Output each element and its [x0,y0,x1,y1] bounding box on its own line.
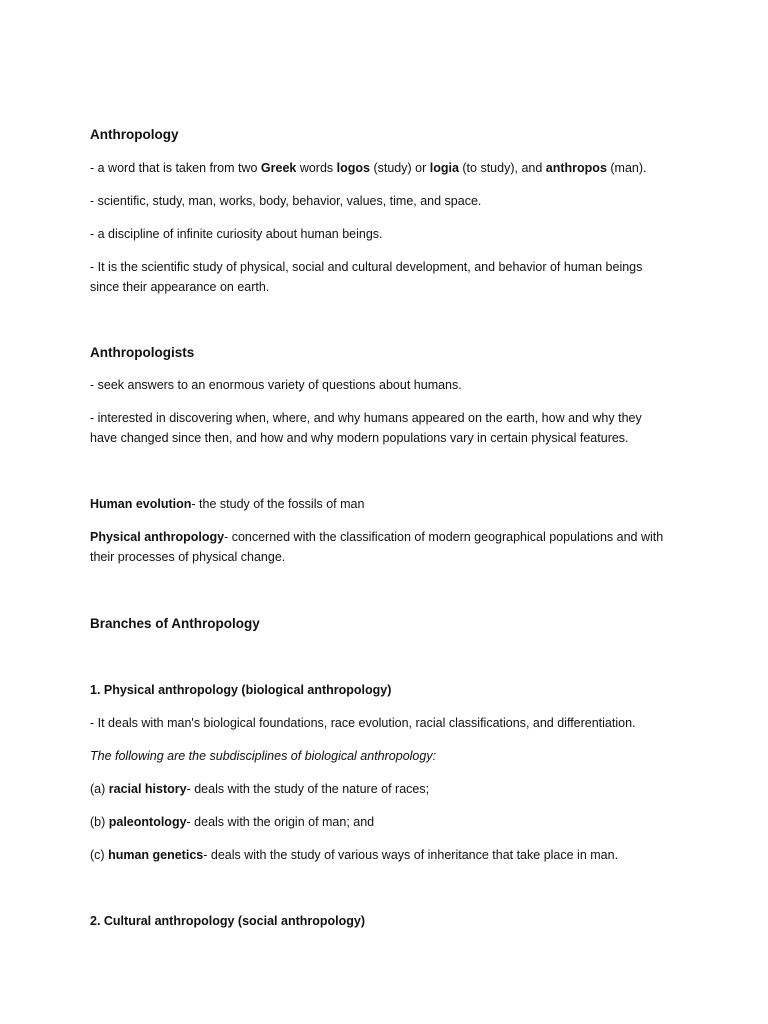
physical-anthropology-definition-line1 [90,527,690,547]
text-run: (to study), and [458,161,546,175]
italic-text: The following are the subdisciplines of biological anthropology: [90,749,437,763]
text-run: - deals with the origin of man; and [186,815,375,829]
anthropologists-interest-line1: - interested in discovering when, where, and why humans appeared on the earth, how and why they [90,411,642,425]
bold-term-logos: logos [336,161,370,175]
text-run: (man). [606,161,647,175]
text-run: - the study of the fossils of man [191,497,365,511]
bold-term-logia: logia [429,161,459,175]
text-run: (study) or [370,161,430,175]
bold-term-racial-history: racial history [108,782,187,796]
branch1-description: - It deals with man's biological foundations, race evolution, racial classifications, and differentiation. [90,716,636,730]
anthropology-scientific-study-line2: since their appearance on earth. [90,280,270,294]
subdiscipline-b [90,812,690,832]
branch2-heading: 2. Cultural anthropology (social anthropology) [90,914,366,928]
branch1-subdisciplines-intro [90,746,690,766]
bold-term-anthropos: anthropos [545,161,607,175]
subdiscipline-a [90,779,690,799]
list-marker: (b) [90,815,109,829]
heading-anthropologists: Anthropologists [90,345,195,360]
anthropology-discipline-paragraph: - a discipline of infinite curiosity about human beings. [90,227,383,241]
text-run: - deals with the study of various ways of inheritance that take place in man. [203,848,619,862]
anthropologists-interest-line2: have changed since then, and how and why modern populations vary in certain physical features. [90,431,629,445]
anthropology-scientific-study-line1: - It is the scientific study of physical, social and cultural development, and behavior of human beings [90,260,643,274]
bold-term-physical-anthropology: Physical anthropology [90,530,225,544]
physical-anthropology-definition-line2: their processes of physical change. [90,550,286,564]
text-run: - a word that is taken from two [90,161,261,175]
bold-term-human-genetics: human genetics [108,848,204,862]
anthropologists-questions-paragraph: - seek answers to an enormous variety of questions about humans. [90,378,462,392]
list-marker: (a) [90,782,109,796]
branch1-heading: 1. Physical anthropology (biological anthropology) [90,683,392,697]
text-run: - deals with the study of the nature of races; [186,782,430,796]
list-marker: (c) [90,848,109,862]
text-run: words [296,161,337,175]
text-run: - concerned with the classification of modern geographical populations and with [224,530,664,544]
human-evolution-definition [90,494,690,514]
anthropology-definition-paragraph [90,158,690,178]
bold-term-human-evolution: Human evolution [90,497,192,511]
subdiscipline-c [90,845,690,865]
bold-term-paleontology: paleontology [108,815,187,829]
anthropology-keywords-paragraph: - scientific, study, man, works, body, behavior, values, time, and space. [90,194,482,208]
heading-anthropology: Anthropology [90,127,179,142]
bold-term-greek: Greek [260,161,297,175]
heading-branches: Branches of Anthropology [90,616,260,631]
